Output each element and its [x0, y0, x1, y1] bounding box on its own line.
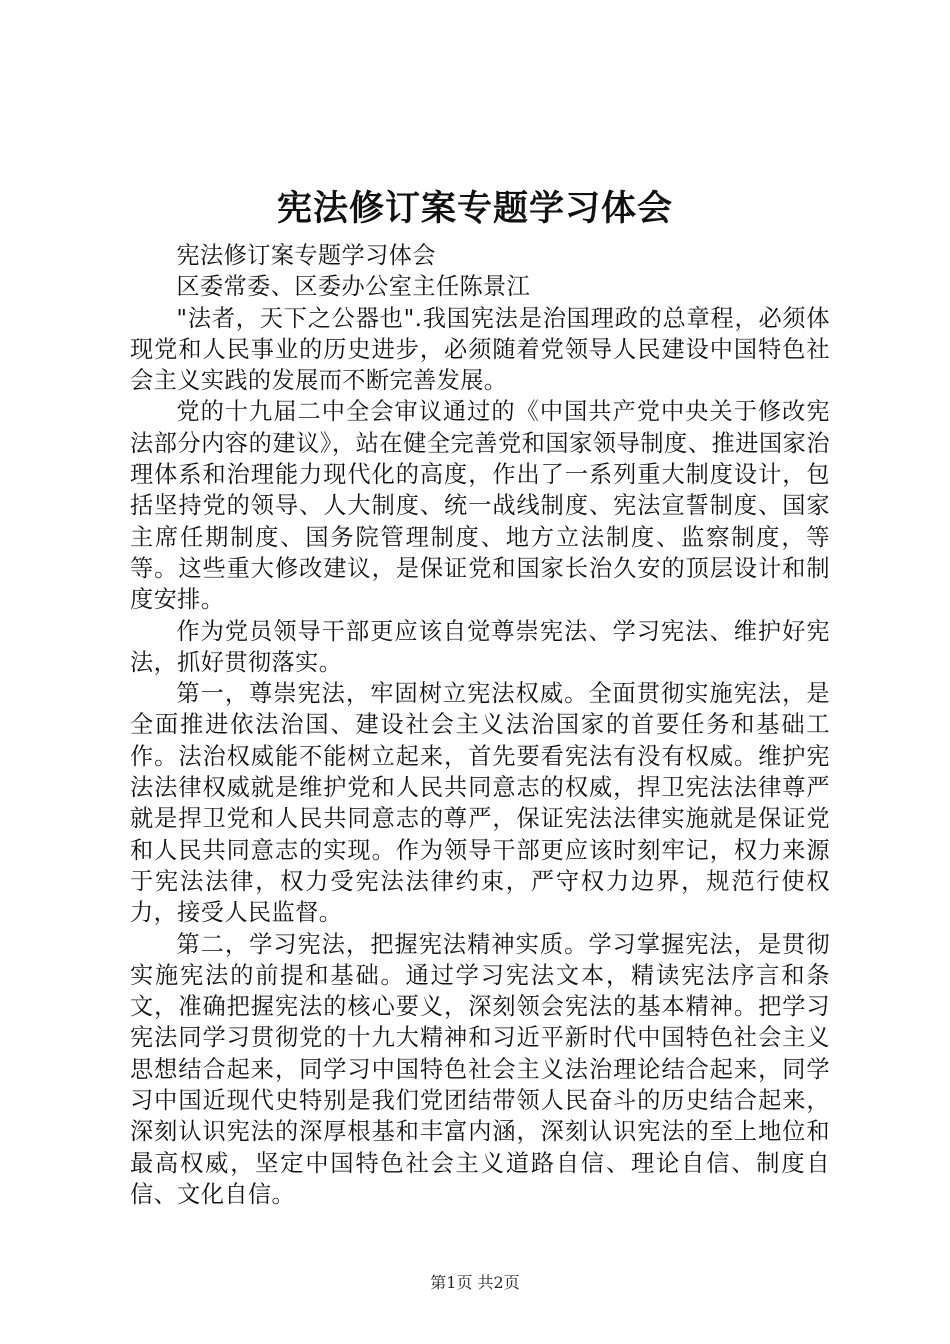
page-number-footer: 第1页 共2页 — [430, 1273, 520, 1292]
paragraph-proposal: 党的十九届二中全会审议通过的《中国共产党中央关于修改宪法部分内容的建议》，站在健全完善党和国家领导制度、推进国家治理体系和治理能力现代化的高度，作出了一系列重大制度设计，包括坚持党的领导、人大制度、统一战线制度、宪法宣誓制度、国家主席任期制度、国务院管理制度、地方立法制度、监察制度，等等。这些重大修改建议，是保证党和国家长治久安的顶层设计和制度安排。 — [130, 398, 830, 614]
paragraph-duty: 作为党员领导干部更应该自觉尊崇宪法、学习宪法、维护好宪法，抓好贯彻落实。 — [130, 617, 830, 676]
paragraph-author: 区委常委、区委办公室主任陈景江 — [176, 273, 531, 301]
paragraph-first-point: 第一，尊崇宪法，牢固树立宪法权威。全面贯彻实施宪法，是全面推进依法治国、建设社会主义法治国家的首要任务和基础工作。法治权威能不能树立起来，首先要看宪法有没有权威。维护宪法法律权威就是维护党和人民共同意志的权威，捍卫宪法法律尊严就是捍卫党和人民共同意志的尊严，保证宪法法律实施就是保证党和人民共同意志的实现。作为领导干部更应该时刻牢记，权力来源于宪法法律，权力受宪法法律约束，严守权力边界，规范行使权力，接受人民监督。 — [130, 680, 830, 927]
document-title: 宪法修订案专题学习体会 — [276, 188, 673, 229]
paragraph-second-point: 第二，学习宪法，把握宪法精神实质。学习掌握宪法，是贯彻实施宪法的前提和基础。通过学习宪法文本，精读宪法序言和条文，准确把握宪法的核心要义，深刻领会宪法的基本精神。把学习宪法同学习贯彻党的十九大精神和习近平新时代中国特色社会主义思想结合起来，同学习中国特色社会主义法治理论结合起来，同学习中国近现代史特别是我们党团结带领人民奋斗的历史结合起来，深刻认识宪法的深厚根基和丰富内涵，深刻认识宪法的至上地位和最高权威，坚定中国特色社会主义道路自信、理论自信、制度自信、文化自信。 — [130, 930, 830, 1208]
paragraph-subtitle: 宪法修订案专题学习体会 — [176, 242, 436, 269]
paragraph-intro: "法者，天下之公器也".我国宪法是治国理政的总章程，必须体现党和人民事业的历史进步，必须随着党领导人民建设中国特色社会主义实践的发展而不断完善发展。 — [130, 304, 830, 395]
document-body — [130, 240, 830, 1210]
